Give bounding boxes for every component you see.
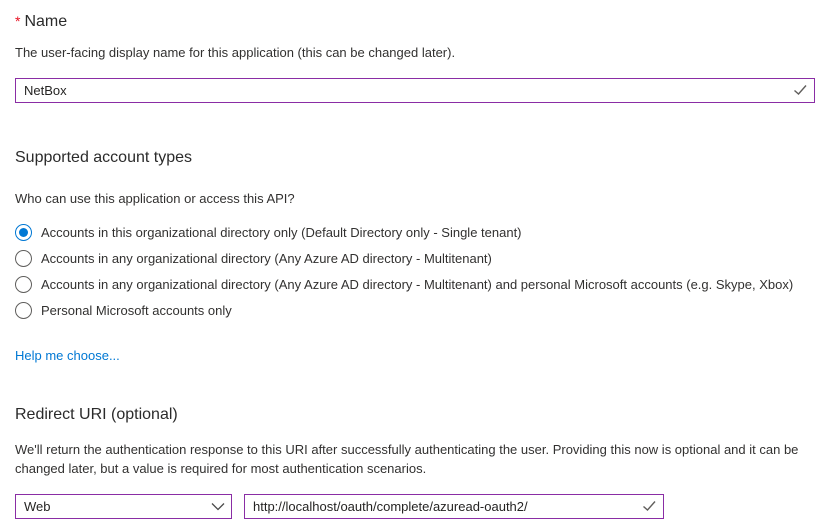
required-asterisk: * bbox=[15, 13, 21, 29]
radio-label: Accounts in any organizational directory (Any Azure AD directory - Multitenant) and personal Microsoft accounts (e.g. Skype, Xbox) bbox=[41, 276, 794, 292]
platform-select[interactable] bbox=[15, 494, 232, 519]
valid-checkmark-icon bbox=[790, 84, 814, 98]
platform-select-value: Web bbox=[24, 499, 51, 514]
help-me-choose-link[interactable]: Help me choose... bbox=[15, 348, 120, 363]
radio-single-tenant[interactable] bbox=[15, 219, 815, 245]
radio-label: Accounts in this organizational directory only (Default Directory only - Single tenant) bbox=[41, 224, 522, 240]
chevron-down-icon bbox=[205, 502, 231, 511]
radio-multitenant[interactable] bbox=[15, 245, 815, 271]
redirect-uri-description: We'll return the authentication response to this URI after successfully authenticating the user. Providing this now is optional and it can be changed later, but a value is required for most authentication scenarios. bbox=[15, 442, 799, 476]
name-input-box bbox=[15, 78, 815, 103]
account-types-question: Who can use this application or access this API? bbox=[15, 191, 295, 206]
radio-button-icon[interactable] bbox=[15, 276, 32, 293]
radio-button-icon[interactable] bbox=[15, 250, 32, 267]
radio-multitenant-personal[interactable] bbox=[15, 271, 815, 297]
name-input[interactable] bbox=[16, 79, 790, 102]
radio-label: Personal Microsoft accounts only bbox=[41, 302, 232, 318]
name-title-text: Name bbox=[24, 13, 68, 30]
name-section-title bbox=[15, 10, 815, 33]
account-types-section-title: Supported account types bbox=[15, 149, 193, 166]
redirect-uri-input-box bbox=[244, 494, 664, 519]
redirect-uri-input[interactable] bbox=[245, 495, 639, 518]
valid-checkmark-icon bbox=[639, 500, 663, 514]
radio-button-icon[interactable] bbox=[15, 224, 32, 241]
radio-button-icon[interactable] bbox=[15, 302, 32, 319]
radio-personal-only[interactable] bbox=[15, 297, 815, 323]
radio-label: Accounts in any organizational directory (Any Azure AD directory - Multitenant) bbox=[41, 250, 492, 266]
account-types-radio-group bbox=[15, 219, 815, 323]
redirect-uri-controls bbox=[15, 494, 815, 519]
redirect-uri-section-title: Redirect URI (optional) bbox=[15, 406, 178, 423]
name-description: The user-facing display name for this application (this can be changed later). bbox=[15, 45, 456, 60]
